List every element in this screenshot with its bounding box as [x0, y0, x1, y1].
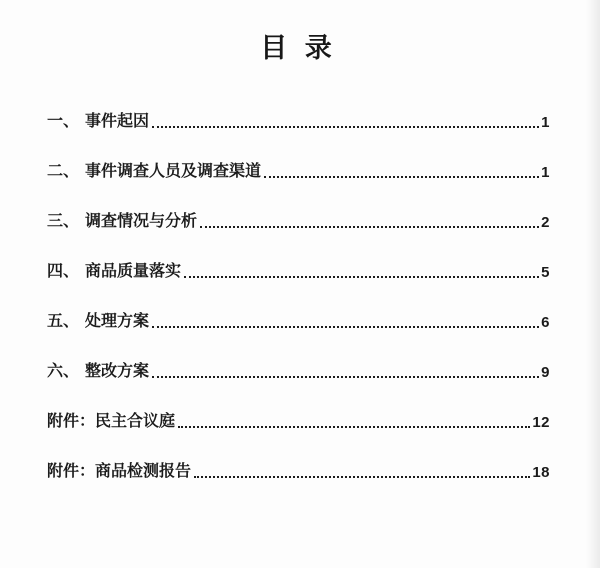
toc-entry-prefix: 五、 — [47, 313, 80, 330]
toc-row — [47, 211, 550, 231]
toc-entry-title: 事件调查人员及调查渠道 — [85, 163, 262, 180]
toc-entry-title: 事件起因 — [85, 113, 150, 130]
toc-row — [47, 311, 550, 331]
toc-entry-title: 调查情况与分析 — [85, 213, 198, 230]
toc-entry-title: 商品质量落实 — [85, 263, 182, 280]
toc-page-number: 12 — [532, 414, 550, 431]
toc-entry-prefix: 六、 — [47, 363, 80, 380]
toc-page-number: 6 — [541, 314, 550, 331]
toc-page-number: 5 — [541, 264, 550, 281]
toc-entry-prefix: 附件： — [47, 413, 96, 430]
toc-entry-title: 处理方案 — [85, 313, 150, 330]
toc-row — [47, 461, 550, 481]
toc-page-number: 18 — [532, 464, 550, 481]
toc-row — [47, 361, 550, 381]
toc-row — [47, 261, 550, 281]
toc-entry-title: 整改方案 — [85, 363, 150, 380]
toc-entry-prefix: 二、 — [47, 163, 80, 180]
toc-row — [47, 111, 550, 131]
toc-entry-prefix: 一、 — [47, 113, 80, 130]
toc-page-number: 1 — [541, 114, 550, 131]
toc-list — [47, 111, 550, 481]
toc-row — [47, 161, 550, 181]
toc-leader-dots — [178, 426, 530, 428]
toc-page-number: 9 — [541, 364, 550, 381]
page-title: 目 录 — [260, 33, 337, 63]
toc-leader-dots — [264, 176, 539, 178]
toc-entry-title: 商品检测报告 — [95, 463, 192, 480]
toc-page-number: 2 — [541, 214, 550, 231]
toc-entry-title: 民主合议庭 — [95, 413, 176, 430]
toc-entry-prefix: 附件： — [47, 463, 96, 480]
toc-leader-dots — [194, 476, 530, 478]
toc-leader-dots — [152, 326, 539, 328]
toc-leader-dots — [152, 126, 539, 128]
toc-page-number: 1 — [541, 164, 550, 181]
toc-leader-dots — [152, 376, 539, 378]
toc-leader-dots — [184, 276, 539, 278]
toc-leader-dots — [200, 226, 539, 228]
toc-entry-prefix: 三、 — [47, 213, 80, 230]
toc-entry-prefix: 四、 — [47, 263, 80, 280]
toc-row — [47, 411, 550, 431]
